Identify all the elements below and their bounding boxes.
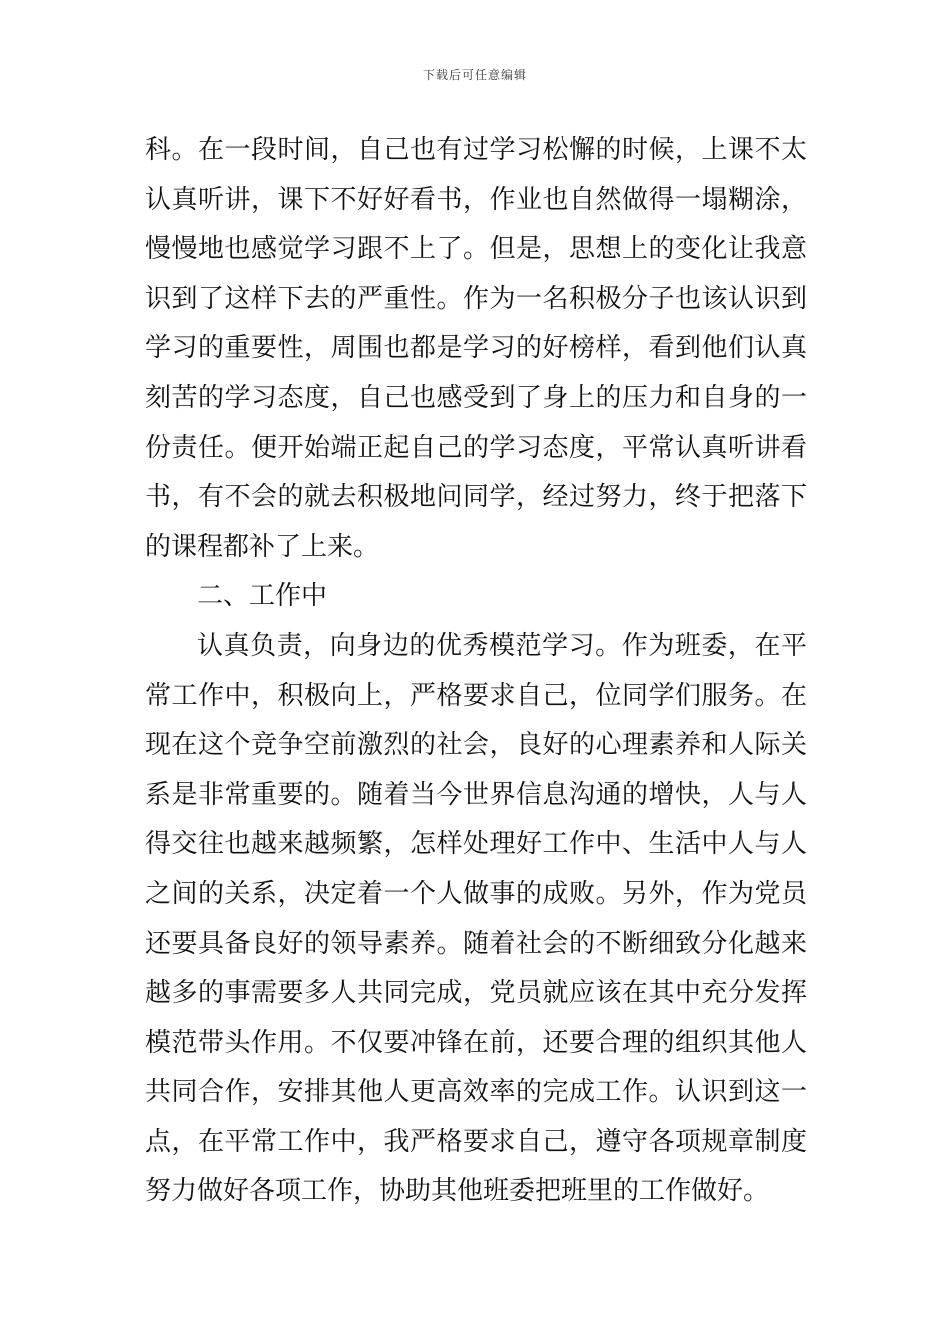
text-line: 科。在一段时间，自己也有过学习松懈的时候，上课不太 (145, 135, 807, 165)
header-note: 下载后可任意编辑 (422, 68, 527, 82)
text-line: 常工作中，积极向上，严格要求自己，位同学们服务。在 (145, 680, 807, 711)
section-heading: 二、工作中 (197, 581, 328, 612)
text-line: 模范带头作用。不仅要冲锋在前，还要合理的组织其他人 (145, 1027, 807, 1058)
text-line: 点，在平常工作中，我严格要求自己，遵守各项规章制度 (145, 1126, 807, 1157)
text-line: 现在这个竞争空前激烈的社会，良好的心理素养和人际关 (145, 730, 807, 761)
text-line: 认真听讲，课下不好好看书，作业也自然做得一塌糊涂， (145, 184, 807, 215)
text-line: 认真负责，向身边的优秀模范学习。作为班委，在平 (197, 630, 807, 661)
body-text (145, 126, 807, 1217)
text-line: 慢慢地也感觉学习跟不上了。但是，思想上的变化让我意 (145, 234, 807, 265)
text-line: 书，有不会的就去积极地问同学，经过努力，终于把落下 (145, 482, 807, 513)
text-line: 还要具备良好的领导素养。随着社会的不断细致分化越来 (145, 928, 807, 959)
text-line: 共同合作，安排其他人更高效率的完成工作。认识到这一 (145, 1077, 807, 1108)
text-line: 努力做好各项工作，协助其他班委把班里的工作做好。 (145, 1176, 770, 1207)
text-line: 学习的重要性，周围也都是学习的好榜样，看到他们认真 (145, 333, 807, 364)
text-line: 系是非常重要的。随着当今世界信息沟通的增快，人与人 (145, 779, 807, 810)
text-line: 越多的事需要多人共同完成，党员就应该在其中充分发挥 (145, 978, 807, 1009)
text-line: 得交往也越来越频繁，怎样处理好工作中、生活中人与人 (145, 829, 807, 860)
text-line: 的课程都补了上来。 (145, 531, 380, 562)
text-line: 之间的关系，决定着一个人做事的成败。另外，作为党员 (145, 878, 807, 909)
text-line: 识到了这样下去的严重性。作为一名积极分子也该认识到 (145, 283, 807, 314)
text-line: 份责任。便开始端正起自己的学习态度，平常认真听讲看 (145, 432, 807, 463)
text-line: 刻苦的学习态度，自己也感受到了身上的压力和自身的一 (145, 382, 807, 413)
